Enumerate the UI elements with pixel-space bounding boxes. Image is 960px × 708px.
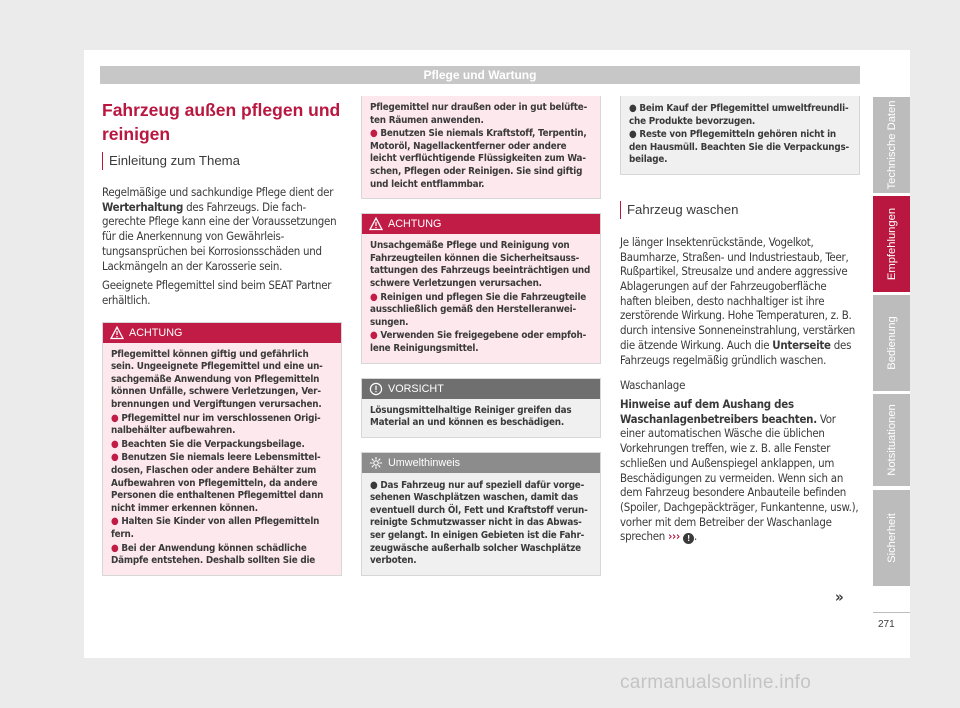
warning-body: Pflegemittel können giftig und gefährlich sein. Ungeeignete Pflegemittel und eine unsachgemäße Anwendung von Pflegemitteln können Unfälle, schwere Verletzungen, Verbrennungen und Vergiftungen verursachen. ● Pflegemittel nur im verschlossenen Originalbehälter aufbewahren. ● Beachten Sie die Verpackungsbeilage. ● Benutzen Sie niemals leere Lebensmitteldosen, Flaschen oder andere Behälter zum Aufbewahren von Pflegemitteln, da andere Personen die enthaltenen Pflegemittel dann nicht immer erkennen können. ● Halten Sie Kinder von allen Pflegemitteln fern. ● Bei der Anwendung können schädliche Dämpfe entstehen. Deshalb sollten Sie die (103, 343, 341, 575)
environment-header: Umwelthinweis (362, 453, 600, 473)
page-title: Fahrzeug außen pflegen und reinigen (102, 100, 341, 144)
warning-body: Unsachgemäße Pflege und Reinigung von Fahrzeugteilen können die Sicherheitsausstattungen des Fahrzeugs beeinträchtigen und schwere Verletzungen verursachen. ● Reinigen und pflegen Sie die Fahrzeugteile ausschließlich gemäß den Herstelleranweisungen. ● Verwenden Sie freigegebene oder empfohlene Reinigungsmittel. (362, 234, 600, 362)
bullet-icon: ● (370, 330, 381, 342)
section-heading-waschen: Fahrzeug waschen (627, 201, 739, 217)
column-1 (102, 96, 342, 576)
column-2 (361, 96, 601, 576)
warning-triangle-icon (110, 326, 124, 340)
partner-paragraph: Geeignete Pflegemittel sind beim SEAT Partner erhältlich. (102, 278, 332, 307)
bullet-icon: ● (370, 128, 381, 140)
tab-empfehlungen[interactable]: Empfehlungen (873, 196, 910, 292)
cross-reference-arrows[interactable]: ››› (668, 529, 680, 544)
caution-header: VORSICHT (362, 379, 600, 399)
section-subtitle: Einleitung zum Thema (109, 153, 240, 168)
bullet-item: ● Benutzen Sie niemals Kraftstoff, Terpentin, Motoröl, Nagellackentferner oder andere leicht verflüchtigende Flüssigkeiten zum Waschen, Pflegen oder Reinigen. Sie sind giftig und leicht entflammbar. (370, 128, 587, 190)
bullet-item: ● Verwenden Sie freigegebene oder empfohlene Reinigungsmittel. (370, 330, 587, 354)
caution-box (361, 378, 601, 438)
bullet-item: ● Beim Kauf der Pflegemittel umweltfreundliche Produkte bevorzugen. (629, 103, 849, 127)
washing-subheading: Waschanlage (620, 378, 686, 393)
bullet-icon: ● (111, 452, 122, 464)
chapter-header: Pflege und Wartung (100, 66, 860, 84)
warning-box-1 (102, 322, 342, 576)
info-circle-icon (369, 382, 383, 396)
intro-paragraph: Regelmäßige und sachkundige Pflege dient der Werterhaltung des Fahrzeugs. Die fachgerechte Pflege kann eine der Voraussetzungen für die Anerkennung von Gewährleistungsansprüchen bei Korrosionsschäden und Lackmängeln an der Karosserie sein. (102, 185, 337, 273)
bullet-icon: ● (629, 103, 640, 114)
warning-body-continued: Pflegemittel nur draußen oder in gut belüfteten Räumen anwenden. ● Benutzen Sie niemals Kraftstoff, Terpentin, Motoröl, Nagellackentferner oder andere leicht verflüchtigende Flüssigkeiten zum Waschen, Pflegen oder Reinigen. Sie sind giftig und leicht entflammbar. (362, 96, 600, 198)
washing-paragraph: Je länger Insektenrückstände, Vogelkot, Baumharze, Straßen- und Industriestaub, Teer, Rußpartikel, Streusalze und andere aggressive Ablagerungen auf der Fahrzeugoberfläche haften bleiben, desto nachhaltiger ist ihre zerstörende Wirkung. Hohe Temperaturen, z. B. durch intensive Sonneneinstrahlung, verstärken die ätzende Wirkung. Auch die Unterseite des Fahrzeugs regelmäßig gründlich waschen. (620, 234, 855, 367)
environment-leaf-icon (369, 456, 383, 470)
tab-bedienung[interactable]: Bedienung (873, 295, 910, 391)
warning-box-2 (361, 213, 601, 363)
bullet-item: ● Reinigen und pflegen Sie die Fahrzeugteile ausschließlich gemäß den Herstelleranweisungen. (370, 291, 587, 328)
bullet-item: ● Das Fahrzeug nur auf speziell dafür vorgesehenen Waschplätzen waschen, damit das eventuell durch Öl, Fett und Kraftstoff verunreinigte Schmutzwasser nicht in das Abwasser gelangt. In einigen Gebieten ist die Fahrzeugwäsche außerhalb solcher Waschplätze verboten. (370, 479, 588, 567)
bullet-icon: ● (370, 479, 381, 491)
bullet-item: ● Bei der Anwendung können schädliche Dämpfe entstehen. Deshalb sollten Sie die (111, 542, 316, 567)
bullet-icon: ● (111, 516, 122, 528)
page-number-rule (873, 612, 910, 613)
column-3 (620, 96, 860, 544)
bullet-item: ● Halten Sie Kinder von allen Pflegemitteln fern. (111, 516, 320, 540)
warning-ref-icon: ! (683, 533, 694, 544)
environment-box-continued (620, 96, 860, 175)
continue-arrow-icon: » (835, 588, 844, 606)
warning-header: ACHTUNG (362, 214, 600, 234)
bullet-icon: ● (629, 129, 640, 141)
watermark: carmanualsonline.info (620, 672, 812, 693)
warning-header: ACHTUNG (103, 323, 341, 343)
bullet-item: ● Pflegemittel nur im verschlossenen Originalbehälter aufbewahren. (111, 412, 321, 437)
bullet-item: ● Beachten Sie die Verpackungsbeilage. (111, 438, 305, 450)
bullet-icon: ● (111, 438, 122, 450)
caution-body: Lösungsmittelhaltige Reiniger greifen das Material an und können es beschädigen. (362, 399, 600, 437)
warning-triangle-icon (369, 217, 383, 231)
page-number: 271 (878, 619, 895, 630)
tab-notsituationen[interactable]: Notsituationen (873, 394, 910, 486)
car-wash-paragraph: Hinweise auf dem Aushang des Waschanlagenbetreibers beachten. Vor einer automatischen Wäsche die üblichen Vorkehrungen treffen, wie z. B. alle Fenster schließen und Außenspiegel anklappen, um Beschädigungen zu vermeiden. Wenn sich an dem Fahrzeug besondere Anbauteile befinden (Spoiler, Dachgepäckträger, Funkantenne, usw.), vorher mit dem Betreiber der Waschanlage sprechen ››› ! . (620, 397, 859, 544)
tab-technische-daten[interactable]: Technische Daten (873, 97, 910, 193)
tab-sicherheit[interactable]: Sicherheit (873, 490, 910, 586)
bullet-item: ● Benutzen Sie niemals leere Lebensmitteldosen, Flaschen oder andere Behälter zum Aufbewahren von Pflegemitteln, da andere Personen die enthaltenen Pflegemittel dann nicht immer erkennen können. (111, 452, 324, 514)
bullet-icon: ● (111, 542, 122, 554)
environment-body-continued (621, 96, 859, 174)
environment-box (361, 452, 601, 576)
bullet-item: ● Reste von Pflegemitteln gehören nicht in den Hausmüll. Beachten Sie die Verpackungsbeilage. (629, 129, 850, 166)
environment-body (362, 473, 600, 575)
bullet-icon: ● (111, 412, 122, 424)
bullet-icon: ● (370, 291, 381, 303)
warning-box-continued (361, 96, 601, 199)
